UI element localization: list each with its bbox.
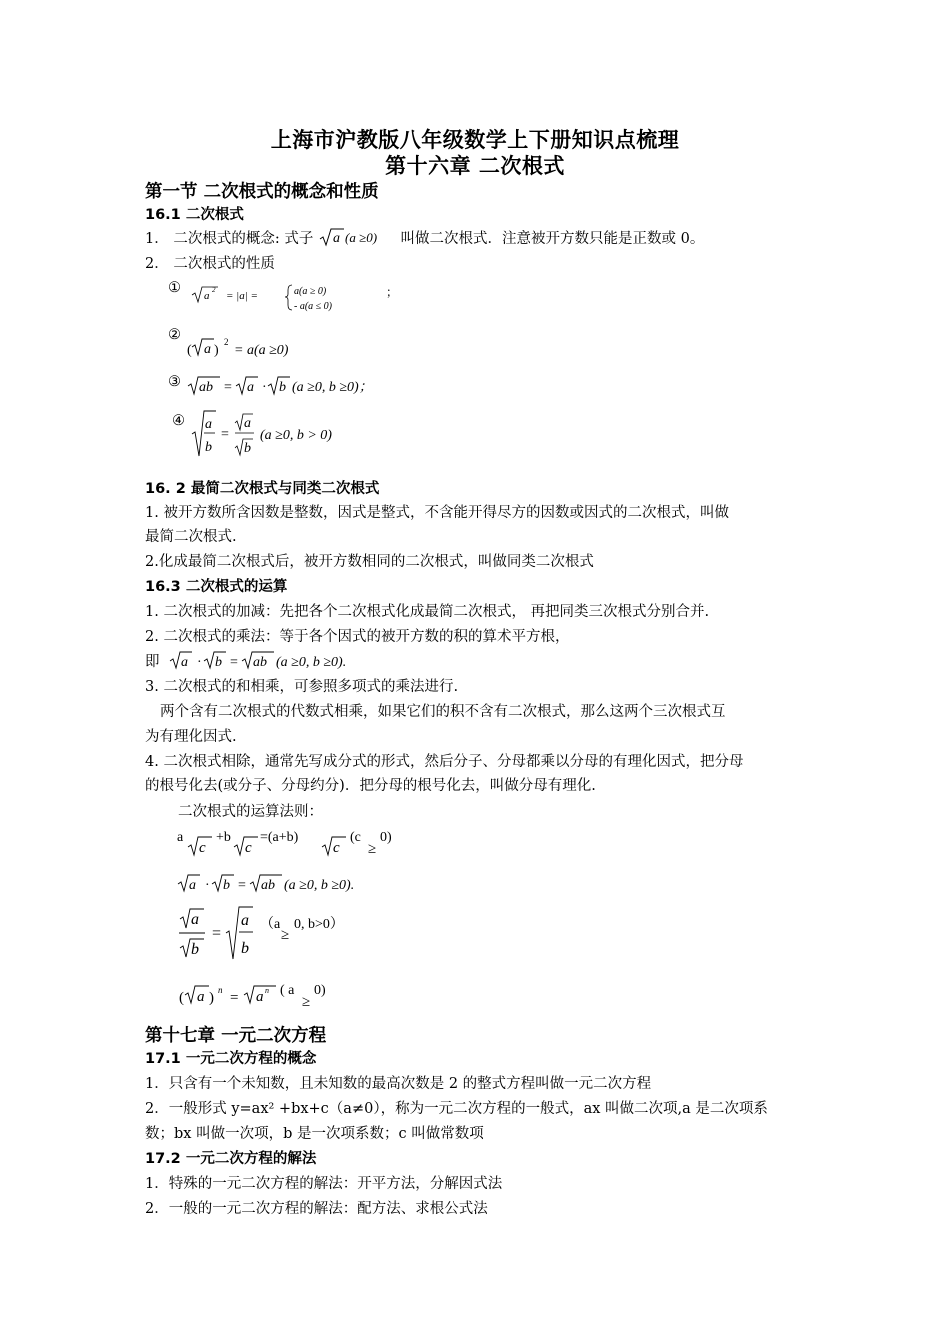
- r3-cond-left: （a: [260, 917, 281, 932]
- chapter-16-title: 第十六章 二次根式: [385, 153, 565, 178]
- item1-suffix: 叫做二次根式．注意被开方数只能是正数或 0。: [400, 231, 705, 247]
- formula-product: [168, 648, 378, 672]
- r3-den: b: [191, 941, 199, 958]
- f3-dot: ·: [262, 380, 267, 395]
- paragraph-17-2-2: 2．一般的一元二次方程的解法：配方法、求根公式法: [145, 1201, 488, 1217]
- heading-16-2: 16. 2 最简二次根式与同类二次根式: [145, 481, 380, 497]
- heading-17-2: 17.2 一元二次方程的解法: [145, 1151, 317, 1167]
- paragraph-16-2-2: 2.化成最简二次根式后，被开方数相同的二次根式，叫做同类二次根式: [145, 554, 594, 570]
- paragraph-16-1-item1: [145, 227, 704, 248]
- r3-eq: =: [212, 925, 222, 942]
- f3-condition: (a ≥0, b ≥0)；: [292, 380, 373, 395]
- r3-cond-right: 0, b>0）: [294, 917, 344, 932]
- r2-eq: =: [238, 878, 246, 893]
- r3-cond-ge: ≥: [281, 927, 290, 943]
- sqrt-a-formula: [318, 227, 396, 247]
- formula-2: [186, 334, 326, 360]
- ji-radicand-a: a: [181, 655, 188, 670]
- circle-2: ②: [168, 327, 181, 343]
- section-1-heading: 第一节 二次根式的概念和性质: [145, 182, 379, 202]
- paragraph-16-1-item2: 2． 二次根式的性质: [145, 256, 275, 272]
- r4-eq: =: [230, 990, 239, 1006]
- rule-1-formula: [176, 825, 416, 859]
- r1-eq: =(a+b): [260, 830, 299, 845]
- heading-17-1: 17.1 一元二次方程的概念: [145, 1051, 317, 1067]
- r4-cond-right: 0): [314, 983, 326, 998]
- f2-radicand: a: [204, 342, 211, 357]
- r4-exponent: n: [218, 985, 223, 995]
- r1-c3: c: [333, 840, 340, 856]
- chapter-17-title: 第十七章 一元二次方程: [145, 1026, 327, 1046]
- paragraph-17-1-1: 1．只含有一个未知数，且未知数的最高次数是 2 的整式方程叫做一元二次方程: [145, 1076, 652, 1092]
- document-title: 上海市沪教版八年级数学上下册知识点梳理: [270, 127, 680, 152]
- paragraph-16-3-3: 3. 二次根式的和相乘，可参照多项式的乘法进行.: [145, 679, 459, 695]
- f4-rden: b: [244, 441, 251, 456]
- f3-radicand-ab: ab: [199, 380, 213, 395]
- circle-3: ③: [168, 374, 181, 390]
- f2-rparen: ): [214, 343, 219, 358]
- r1-plus-b: +b: [216, 830, 231, 845]
- rule-2-formula: [176, 871, 396, 895]
- f1-abs: = |a| =: [226, 290, 258, 302]
- ji-label: 即: [145, 654, 160, 670]
- f4-eq: =: [221, 427, 229, 442]
- r1-cond-ge: ≥: [368, 841, 377, 857]
- circle-1: ①: [168, 280, 181, 296]
- paragraph-16-2-1b: 最简二次根式.: [145, 529, 237, 545]
- paragraph-16-2-1a: 1. 被开方数所含因数是整数，因式是整式，不含能开得尽方的因数或因式的二次根式，叫做: [145, 505, 729, 521]
- r4-cond-left: ( a: [280, 983, 295, 998]
- item1-prefix: 1． 二次根式的概念: 式子: [145, 231, 314, 247]
- r3-rden: b: [241, 940, 249, 957]
- r1-c2: c: [245, 840, 252, 856]
- f1-case2: - a(a ≤ 0): [294, 301, 332, 312]
- formula-3: [186, 372, 406, 398]
- heading-16-3: 16.3 二次根式的运算: [145, 579, 288, 595]
- condition-a-ge-0: (a ≥0): [344, 230, 377, 245]
- f2-rhs: = a(a ≥0): [234, 343, 289, 358]
- f1-radicand: a: [204, 290, 210, 302]
- paragraph-16-3-4a: 两个含有二次根式的代数式相乘，如果它们的积不含有二次根式，那么这两个三次根式互: [160, 704, 726, 720]
- r2-condition: (a ≥0, b ≥0).: [284, 878, 355, 893]
- paragraph-16-3-1: 1. 二次根式的加减：先把各个二次根式化成最简二次根式， 再把同类三次根式分别合并.: [145, 604, 710, 620]
- rules-heading: 二次根式的运算法则：: [178, 804, 323, 820]
- circle-4: ④: [172, 413, 185, 429]
- paragraph-17-1-2b: 数；bx 叫做一次项，b 是一次项系数；c 叫做常数项: [145, 1126, 484, 1142]
- f3-eq: =: [224, 380, 232, 395]
- r4-radicand: a: [197, 989, 205, 1005]
- paragraph-17-1-2a: 2．一般形式 y=ax² +bx+c（a≠0），称为一元二次方程的一般式，ax 叫做二次项,a 是二次项系: [145, 1101, 768, 1117]
- r3-num: a: [191, 911, 199, 928]
- r4-lparen: (: [179, 990, 184, 1006]
- radicand-a: a: [332, 231, 340, 246]
- f2-exponent: 2: [224, 337, 229, 347]
- f1-case1: a(a ≥ 0): [294, 286, 327, 297]
- r4-radicand-2: a: [256, 989, 264, 1005]
- f1-exponent: 2: [212, 286, 216, 294]
- r1-c1: c: [199, 840, 206, 856]
- r1-cond-right: 0): [380, 830, 392, 845]
- paragraph-16-3-2: 2. 二次根式的乘法：等于各个因式的被开方数的积的算术平方根，: [145, 629, 570, 645]
- f3-radicand-a: a: [247, 380, 254, 395]
- formula-1: [190, 280, 410, 316]
- r2-radicand-ab: ab: [261, 878, 275, 893]
- f2-lparen: (: [187, 343, 192, 358]
- ji-radicand-b: b: [215, 655, 222, 670]
- f4-num: a: [205, 417, 212, 432]
- r1-a: a: [177, 830, 184, 845]
- f3-radicand-b: b: [279, 380, 286, 395]
- rule-4-formula: [176, 978, 376, 1012]
- r2-dot: ·: [205, 878, 210, 893]
- formula-4: [190, 408, 370, 460]
- f4-condition: (a ≥0, b > 0): [260, 428, 332, 443]
- f4-rnum: a: [244, 416, 251, 431]
- paragraph-16-3-5b: 的根号化去(或分子、分母约分)．把分母的根号化去，叫做分母有理化.: [145, 778, 596, 794]
- r2-radicand-b: b: [223, 878, 230, 893]
- ji-condition: (a ≥0, b ≥0).: [276, 655, 347, 670]
- paragraph-17-2-1: 1．特殊的一元二次方程的解法：开平方法，分解因式法: [145, 1176, 503, 1192]
- r4-exponent-2: n: [265, 986, 269, 995]
- ji-eq: =: [230, 655, 238, 670]
- rule-3-formula: [176, 903, 406, 965]
- f1-semicolon: ；: [386, 285, 399, 299]
- heading-16-1: 16.1 二次根式: [145, 207, 244, 223]
- ji-radicand-ab: ab: [253, 655, 267, 670]
- f4-den: b: [205, 440, 212, 455]
- paragraph-16-3-5a: 4. 二次根式相除，通常先写成分式的形式，然后分子、分母都乘以分母的有理化因式，把分母: [145, 754, 744, 770]
- r3-rnum: a: [241, 912, 249, 929]
- ji-dot: ·: [197, 655, 202, 670]
- paragraph-16-3-ji: [145, 650, 160, 671]
- r1-cond-left: (c: [350, 830, 361, 845]
- r2-radicand-a: a: [189, 878, 196, 893]
- r4-rparen: ): [209, 990, 214, 1006]
- paragraph-16-3-4b: 为有理化因式.: [145, 729, 237, 745]
- r4-cond-ge: ≥: [302, 994, 311, 1010]
